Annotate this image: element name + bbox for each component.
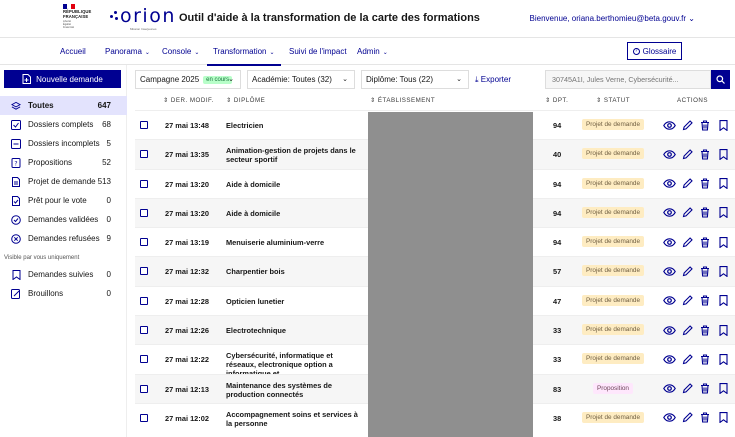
sidebar-item-label: Demandes refusées (28, 234, 100, 243)
devise-label: Liberté Égalité Fraternité (63, 20, 75, 30)
edit-pencil-icon[interactable] (680, 206, 694, 220)
row-diplome: Menuiserie aluminium-verre (226, 238, 325, 248)
search-input[interactable] (545, 70, 711, 89)
sidebar-item-label: Projet de demande (28, 177, 96, 186)
sidebar-item-count: 0 (106, 215, 111, 224)
logo-subtitle: Mission Inserjeunes (130, 27, 157, 31)
svg-text:?: ? (14, 160, 18, 167)
eye-icon[interactable] (662, 294, 676, 308)
bookmark-icon[interactable] (716, 411, 730, 425)
trash-icon[interactable] (698, 264, 712, 278)
sidebar-item-count: 513 (97, 177, 111, 186)
sidebar-item-label: Propositions (28, 158, 73, 167)
col-dpt-header[interactable]: ⇕ DPT. (545, 97, 569, 104)
row-checkbox[interactable] (140, 355, 148, 363)
doc-vote-icon (11, 196, 21, 206)
row-date: 27 mai 13:20 (165, 179, 209, 189)
trash-icon[interactable] (698, 411, 712, 425)
new-request-label: Nouvelle demande (36, 74, 103, 84)
glossaire-label: Glossaire (642, 46, 677, 56)
trash-icon[interactable] (698, 235, 712, 249)
sidebar-item-demandes-validees[interactable] (0, 210, 127, 229)
status-badge: Projet de demande (582, 265, 644, 276)
sidebar-item-label: Demandes suivies (28, 270, 94, 279)
col-date-header[interactable]: ⇕ DER. MODIF. (163, 97, 214, 104)
status-badge: Projet de demande (582, 178, 644, 189)
nav-console[interactable] (162, 47, 199, 56)
chevron-down-icon: ⌄ (269, 50, 275, 56)
sidebar-item-label: Dossiers complets (28, 120, 94, 129)
row-date: 27 mai 12:13 (165, 384, 209, 394)
row-actions (662, 352, 730, 366)
status-badge: Projet de demande (582, 207, 644, 218)
trash-icon[interactable] (698, 118, 712, 132)
eye-icon[interactable] (662, 264, 676, 278)
orion-dots-icon (110, 11, 120, 21)
row-actions (662, 411, 730, 425)
bookmark-icon[interactable] (716, 323, 730, 337)
nav-label: Transformation (213, 47, 267, 56)
campagne-select[interactable] (135, 70, 241, 89)
bookmark-icon[interactable] (716, 264, 730, 278)
row-date: 27 mai 13:19 (165, 238, 209, 248)
x-circle-icon (11, 234, 21, 244)
chevron-down-icon: ⌄ (342, 76, 348, 83)
chevron-down-icon: ⌄ (144, 50, 150, 56)
sidebar-item-label: Prêt pour le vote (28, 196, 87, 205)
sidebar-item-demandes-refusees[interactable] (0, 229, 127, 248)
row-dpt: 94 (553, 121, 562, 130)
row-dpt: 40 (553, 150, 562, 160)
nav-label: Suivi de l'impact (289, 47, 347, 56)
sidebar-item-count: 0 (106, 289, 111, 298)
eye-icon[interactable] (662, 206, 676, 220)
row-date: 27 mai 12:28 (165, 296, 209, 306)
row-diplome: Opticien lunetier (226, 296, 285, 306)
row-dpt: 94 (553, 238, 562, 248)
row-diplome: Electricien (226, 121, 264, 130)
row-date: 27 mai 12:02 (165, 413, 209, 423)
edit-pencil-icon[interactable] (680, 382, 694, 396)
eye-icon[interactable] (662, 352, 676, 366)
row-checkbox[interactable] (140, 326, 148, 334)
edit-pencil-icon[interactable] (680, 118, 694, 132)
row-checkbox[interactable] (140, 121, 148, 129)
edit-pencil-icon[interactable] (680, 294, 694, 308)
row-date: 27 mai 12:26 (165, 326, 209, 336)
col-diplome-header[interactable]: ⇕ DIPLÔME (226, 97, 266, 104)
diplome-select[interactable] (361, 70, 469, 89)
status-badge: Projet de demande (582, 324, 644, 335)
nav-label: Panorama (105, 47, 142, 56)
row-actions (662, 235, 730, 249)
academie-select[interactable] (247, 70, 355, 89)
sidebar-item-count: 0 (106, 270, 111, 279)
nav-label: Accueil (60, 47, 86, 56)
row-checkbox[interactable] (140, 180, 148, 188)
campagne-status-badge: en cours (203, 76, 232, 84)
republique-label: RÉPUBLIQUE FRANÇAISE (63, 9, 92, 19)
trash-icon[interactable] (698, 147, 712, 161)
check-square-icon (11, 120, 21, 130)
eye-icon[interactable] (662, 147, 676, 161)
sidebar-item-count: 5 (106, 139, 111, 148)
row-dpt: 94 (553, 179, 562, 189)
bookmark-icon (11, 270, 21, 280)
nav-transformation[interactable] (213, 47, 275, 56)
row-checkbox[interactable] (140, 414, 148, 422)
nav-label: Console (162, 47, 192, 56)
sidebar-item-brouillons[interactable] (0, 284, 127, 303)
question-icon: ? (633, 48, 640, 55)
question-doc-icon (11, 158, 21, 168)
row-actions (662, 177, 730, 191)
glossaire-button[interactable] (627, 42, 682, 60)
main-nav (0, 38, 735, 65)
row-diplome: Accompagnement soins et services à la personne (226, 409, 358, 428)
row-diplome: Aide à domicile (226, 179, 281, 189)
row-actions (662, 264, 730, 278)
sidebar-item-projet-de-demande[interactable] (0, 172, 127, 191)
etablissement-redacted-block (368, 112, 533, 437)
row-checkbox[interactable] (140, 297, 148, 305)
sidebar-item-pret-pour-le-vote[interactable] (0, 191, 127, 210)
sidebar-list (0, 96, 127, 303)
eye-icon[interactable] (662, 235, 676, 249)
status-badge: Projet de demande (582, 236, 644, 247)
edit-pencil-icon[interactable] (680, 235, 694, 249)
check-circle-icon (11, 215, 21, 225)
table-header (135, 92, 735, 110)
edit-pencil-icon[interactable] (680, 411, 694, 425)
bookmark-icon[interactable] (716, 294, 730, 308)
bookmark-icon[interactable] (716, 382, 730, 396)
edit-pencil-icon[interactable] (680, 177, 694, 191)
eye-icon[interactable] (662, 411, 676, 425)
new-request-button[interactable] (4, 70, 121, 88)
minus-square-icon (11, 139, 21, 149)
sidebar-item-count: 9 (106, 234, 111, 243)
search-button[interactable] (711, 70, 730, 89)
chevron-down-icon: ⌄ (194, 50, 200, 56)
col-statut-header[interactable]: ⇕ STATUT (596, 97, 631, 104)
row-diplome: Electrotechnique (226, 326, 286, 336)
academie-value: Académie: Toutes (32) (252, 75, 332, 84)
sidebar-item-label: Toutes (28, 101, 54, 110)
file-plus-icon (22, 74, 31, 84)
chevron-down-icon: ⌄ (456, 76, 462, 83)
logo-word: orion (120, 5, 176, 27)
row-diplome: Cybersécurité, informatique et réseaux, electronique option a (226, 351, 333, 370)
eye-icon[interactable] (662, 382, 676, 396)
eye-icon[interactable] (662, 177, 676, 191)
row-actions (662, 206, 730, 220)
republique-francaise-logo[interactable] (63, 4, 99, 34)
row-actions (662, 118, 730, 132)
search-icon (716, 75, 725, 84)
row-checkbox[interactable] (140, 385, 148, 393)
status-badge: Projet de demande (582, 295, 644, 306)
sidebar-item-dossiers-incomplets[interactable] (0, 134, 127, 153)
doc-icon (11, 177, 21, 187)
trash-icon[interactable] (698, 206, 712, 220)
status-badge: Projet de demande (582, 148, 644, 159)
row-diplome: Charpentier bois (226, 267, 285, 277)
sidebar (0, 65, 127, 437)
sidebar-item-label: Brouillons (28, 289, 64, 298)
trash-icon[interactable] (698, 382, 712, 396)
row-date: 27 mai 12:22 (165, 355, 209, 365)
row-dpt: 47 (553, 296, 562, 306)
nav-label: Admin (357, 47, 380, 56)
campagne-value: Campagne 2025 (140, 75, 200, 84)
download-icon: ⤓ (475, 75, 479, 84)
bookmark-icon[interactable] (716, 235, 730, 249)
row-checkbox[interactable] (140, 267, 148, 275)
header (0, 0, 735, 38)
eye-icon[interactable] (662, 323, 676, 337)
row-dpt: 57 (553, 267, 562, 277)
sidebar-item-toutes[interactable] (0, 96, 127, 115)
orion-logo[interactable] (110, 5, 176, 33)
sidebar-item-count: 647 (97, 101, 111, 110)
row-actions (662, 147, 730, 161)
nav-suivi-impact[interactable] (289, 47, 347, 56)
status-badge: Proposition (593, 383, 633, 394)
bookmark-icon[interactable] (716, 118, 730, 132)
edit-pencil-icon[interactable] (680, 323, 694, 337)
row-date: 27 mai 13:48 (165, 121, 209, 130)
row-actions (662, 323, 730, 337)
trash-icon[interactable] (698, 323, 712, 337)
bookmark-icon[interactable] (716, 352, 730, 366)
row-dpt: 94 (553, 208, 562, 218)
nav-admin[interactable] (357, 47, 388, 56)
row-checkbox[interactable] (140, 209, 148, 217)
trash-icon[interactable] (698, 177, 712, 191)
trash-icon[interactable] (698, 352, 712, 366)
bookmark-icon[interactable] (716, 147, 730, 161)
app-title: Outil d'aide à la transformation de la carte des formations (179, 12, 480, 24)
sidebar-item-count: 68 (102, 120, 111, 129)
edit-pencil-icon[interactable] (680, 147, 694, 161)
export-button[interactable] (475, 75, 511, 85)
trash-icon[interactable] (698, 294, 712, 308)
layers-icon (11, 101, 21, 111)
row-actions (662, 382, 730, 396)
chevron-down-icon: ⌄ (228, 76, 234, 83)
edit-pencil-icon[interactable] (680, 264, 694, 278)
row-dpt: 38 (553, 413, 562, 423)
row-date: 27 mai 12:32 (165, 267, 209, 277)
row-date: 27 mai 13:35 (165, 150, 209, 160)
filters-bar (135, 70, 735, 90)
sidebar-item-label: Dossiers incomplets (28, 139, 100, 148)
bookmark-icon[interactable] (716, 177, 730, 191)
row-diplome: Maintenance des systèmes de production connectés (226, 380, 332, 399)
sidebar-item-demandes-suivies[interactable] (0, 265, 127, 284)
row-checkbox[interactable] (140, 238, 148, 246)
sidebar-item-dossiers-complets[interactable] (0, 115, 127, 134)
edit-pencil-icon[interactable] (680, 352, 694, 366)
sidebar-item-count: 52 (102, 158, 111, 167)
col-actions-header: ACTIONS (677, 97, 709, 104)
nav-accueil[interactable] (60, 47, 86, 56)
export-label: Exporter (480, 75, 512, 84)
user-menu[interactable]: Bienvenue, oriana.berthomieu@beta.gouv.fr ⌄ (529, 14, 695, 23)
status-badge: Projet de demande (582, 119, 644, 130)
draft-icon (11, 289, 21, 299)
sidebar-item-propositions[interactable] (0, 153, 127, 172)
diplome-value: Diplôme: Tous (22) (366, 75, 433, 84)
private-section-label: Visible par vous uniquement (4, 254, 80, 261)
row-diplome: Aide à domicile (226, 208, 281, 218)
status-badge: Projet de demande (582, 353, 644, 364)
row-checkbox[interactable] (140, 150, 148, 158)
chevron-down-icon: ⌄ (382, 50, 388, 56)
row-dpt: 83 (553, 384, 562, 394)
col-etablissement-header[interactable]: ⇕ ÉTABLISSEMENT (370, 97, 436, 104)
row-dpt: 33 (553, 326, 562, 336)
row-dpt: 33 (553, 355, 562, 365)
status-badge: Projet de demande (582, 412, 644, 423)
row-actions (662, 294, 730, 308)
sidebar-item-count: 0 (106, 196, 111, 205)
row-diplome: Animation-gestion de projets dans le secteur sportif (226, 146, 356, 165)
sidebar-item-label: Demandes validées (28, 215, 99, 224)
nav-panorama[interactable] (105, 47, 150, 56)
eye-icon[interactable] (662, 118, 676, 132)
row-date: 27 mai 13:20 (165, 208, 209, 218)
bookmark-icon[interactable] (716, 206, 730, 220)
